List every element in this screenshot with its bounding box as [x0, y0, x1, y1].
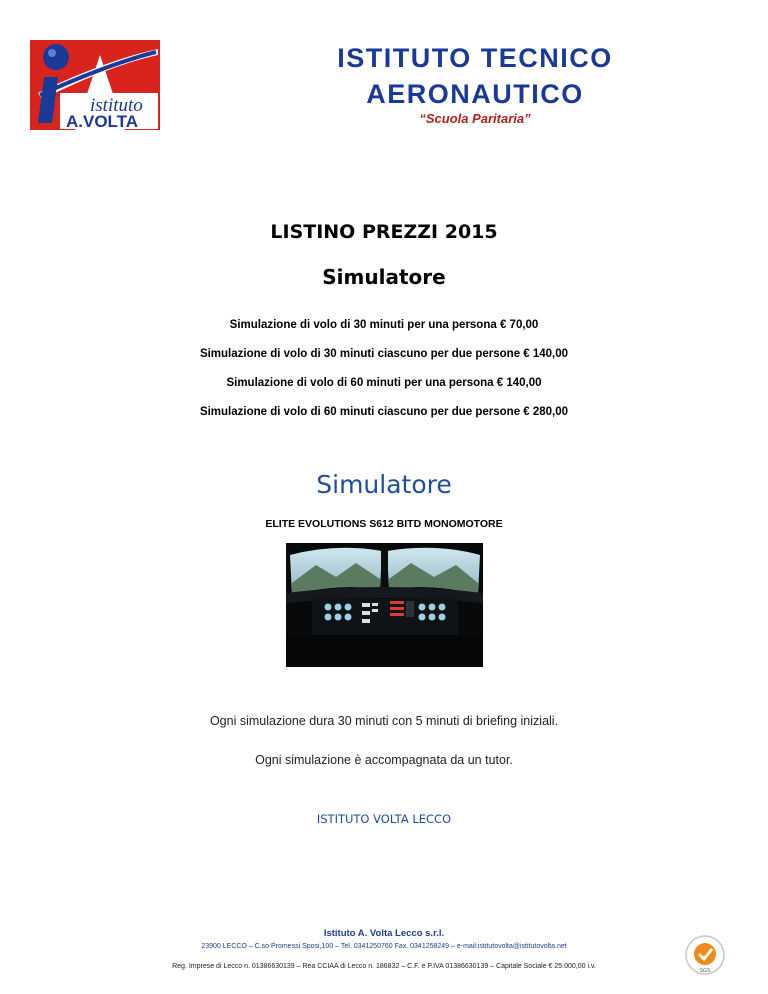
price-list-section-title: Simulatore — [322, 265, 446, 289]
school-title-line2: AERONAUTICO — [366, 79, 584, 109]
simulator-cockpit-image — [286, 543, 483, 667]
logo-text-istituto: istituto — [90, 95, 143, 116]
tutor-note: Ogni simulazione è accompagnata da un tutor. — [255, 753, 513, 767]
price-list-title: LISTINO PREZZI 2015 — [270, 221, 498, 243]
simulation-duration-note: Ogni simulazione dura 30 minuti con 5 minuti di briefing iniziali. — [209, 714, 559, 728]
logo-text-volta: A.VOLTA — [66, 112, 139, 130]
cert-badge-text: SGS — [699, 968, 711, 974]
school-subtitle: “Scuola Paritaria” — [419, 111, 531, 126]
school-title-line1: ISTITUTO TECNICO — [337, 43, 613, 73]
price-item: Simulazione di volo di 60 minuti ciascuno per due persone € 280,00 — [199, 406, 569, 418]
simulator-model: ELITE EVOLUTIONS S612 BITD MONOMOTORE — [265, 518, 503, 530]
school-title — [250, 40, 700, 112]
price-item: Simulazione di volo di 60 minuti per una persona € 140,00 — [226, 377, 542, 389]
simulator-heading: Simulatore — [316, 470, 452, 499]
footer-registration: Reg. Imprese di Lecco n. 01386630139 – Rea CCIAA di Lecco n. 186832 – C.F. e P.IVA 01386630139 – Capitale Sociale € 25.000,00 i.v. — [172, 963, 596, 970]
footer-address: 23900 LECCO – C.so Promessi Sposi,100 – Tel. 0341250760 Fax. 0341258249 – e-mail:istitutovolta@istitutovolta.net — [201, 943, 567, 950]
price-item: Simulazione di volo di 30 minuti ciascuno per due persone € 140,00 — [199, 348, 569, 360]
price-item: Simulazione di volo di 30 minuti per una persona € 70,00 — [229, 319, 539, 331]
footer-company-name: Istituto A. Volta Lecco s.r.l. — [323, 928, 445, 939]
istituto-volta-logo — [30, 35, 160, 130]
certification-badge-icon — [684, 934, 726, 976]
footer-school-name: ISTITUTO VOLTA LECCO — [316, 812, 452, 826]
price-list — [0, 318, 768, 434]
